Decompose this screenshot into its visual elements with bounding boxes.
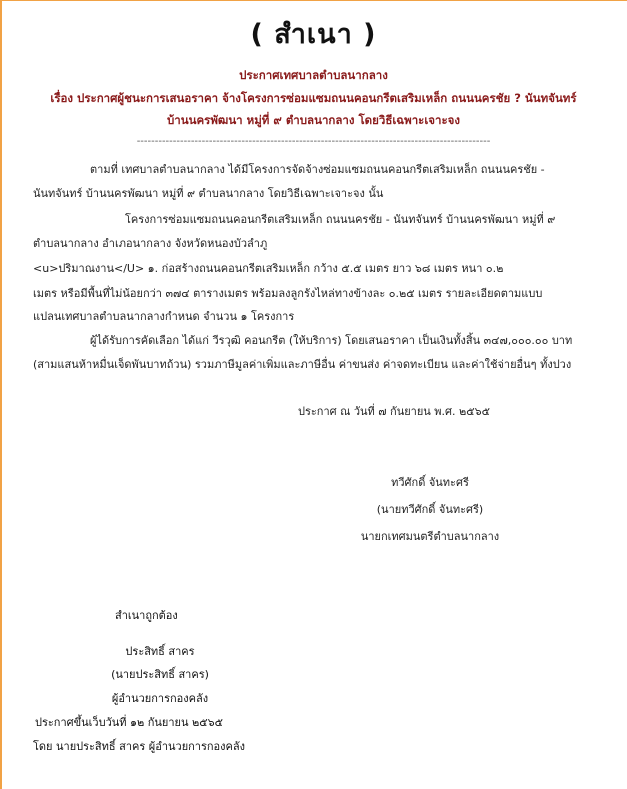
paragraph-3-line-1: <u>ปริมาณงาน</U> ๑. ก่อสร้างถนนคอนกรีตเสริมเหล็ก กว้าง ๕.๕ เมตร ยาว ๖๘ เมตร หนา ๐.๒ [33, 262, 504, 275]
divider: -------------------------------------------------------------------------------------------------- [136, 136, 491, 147]
paragraph-2-line-2: ตำบลนากลาง อำเภอนากลาง จังหวัดหนองบัวลำภู [33, 237, 268, 250]
paragraph-2-line-1: โครงการซ่อมแซมถนนคอนกรีตเสริมเหล็ก ถนนนครชัย - นันทจันทร์ บ้านนครพัฒนา หมู่ที่ ๙ [125, 213, 556, 226]
paragraph-1-line-1: ตามที่ เทศบาลตำบลนากลาง ได้มีโครงการจัดจ้างซ่อมแซมถนนคอนกรีตเสริมเหล็ก ถนนนครชัย - [90, 163, 545, 176]
agency-heading: ประกาศเทศบาลตำบลนากลาง [239, 68, 388, 82]
paragraph-3-line-2: เมตร หรือมีพื้นที่ไม่น้อยกว่า ๓๗๔ ตารางเมตร พร้อมลงลูกรังไหล่ทางข้างละ ๐.๒๕ เมตร รายละเอียดตามแบบ [33, 287, 543, 300]
copy-certifier-position: ผู้อำนวยการกองคลัง [111, 692, 209, 705]
signer-position: นายกเทศมนตรีตำบลนากลาง [360, 530, 500, 543]
signer-name: ทวีศักดิ์ จันทะศรี [391, 476, 469, 489]
announce-date: ประกาศ ณ วันที่ ๗ กันยายน พ.ศ. ๒๕๖๕ [298, 405, 490, 418]
paragraph-1-line-2: นันทจันทร์ บ้านนครพัฒนา หมู่ที่ ๙ ตำบลนากลาง โดยวิธีเฉพาะเจาะจง นั้น [33, 187, 384, 200]
posted-date: ประกาศขึ้นเว็บวันที่ ๑๒ กันยายน ๒๕๖๕ [35, 716, 223, 729]
subject-line-2: บ้านนครพัฒนา หมู่ที่ ๙ ตำบลนากลาง โดยวิธีเฉพาะเจาะจง [167, 113, 460, 127]
copy-title: ( สำเนา ) [250, 19, 377, 50]
copy-certified-label: สำเนาถูกต้อง [115, 609, 178, 622]
paragraph-3-line-3: แปลนเทศบาลตำบลนากลางกำหนด จำนวน ๑ โครงการ [33, 310, 295, 323]
signer-name-parenthesized: (นายทวีศักดิ์ จันทะศรี) [376, 503, 484, 516]
copy-certifier-name-parenthesized: (นายประสิทธิ์ สาคร) [111, 668, 209, 681]
subject-line-1: เรื่อง ประกาศผู้ชนะการเสนอราคา จ้างโครงการซ่อมแซมถนนคอนกรีตเสริมเหล็ก ถนนนครชัย ? นันทจันทร์ [50, 91, 577, 105]
paragraph-4-line-1: ผู้ได้รับการคัดเลือก ได้แก่ วีรวุฒิ คอนกรีต (ให้บริการ) โดยเสนอราคา เป็นเงินทั้งสิ้น ๓๔๗,๐๐๐.๐๐ บาท [90, 334, 573, 347]
paragraph-4-line-2: (สามแสนห้าหมื่นเจ็ดพันบาทถ้วน) รวมภาษีมูลค่าเพิ่มและภาษีอื่น ค่าขนส่ง ค่าจดทะเบียน และค่าใช้จ่ายอื่นๆ ทั้งปวง [33, 358, 572, 371]
posted-by: โดย นายประสิทธิ์ สาคร ผู้อำนวยการกองคลัง [33, 740, 245, 753]
copy-certifier-name: ประสิทธิ์ สาคร [125, 645, 195, 658]
